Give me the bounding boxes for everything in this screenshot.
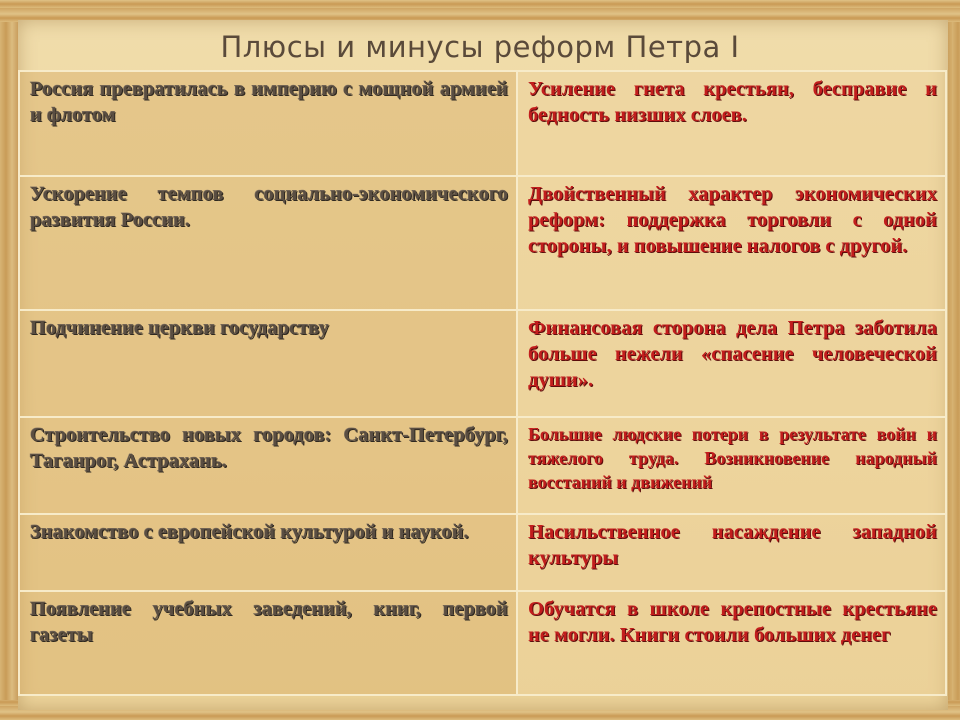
minus-cell: Насильственное насаждение западной культуры <box>517 514 946 591</box>
table-row <box>19 514 946 591</box>
frame-top-edge <box>0 0 960 22</box>
minus-cell: Двойственный характер экономических реформ: поддержка торговли с одной стороны, и повышение налогов с другой. <box>517 176 946 310</box>
minus-cell: Финансовая сторона дела Петра заботила больше нежели «спасение человеческой души». <box>517 310 946 417</box>
table-row <box>19 417 946 514</box>
table-row <box>19 176 946 310</box>
table-row <box>19 591 946 695</box>
table-row <box>19 310 946 417</box>
table-row <box>19 71 946 176</box>
plus-cell: Подчинение церкви государству <box>19 310 517 417</box>
minus-cell: Большие людские потери в результате войн и тяжелого труда. Возникновение народный восстаний и движений <box>517 417 946 514</box>
slide-title: Плюсы и минусы реформ Петра I <box>220 30 740 64</box>
plus-cell: Россия превратилась в империю с мощной армией и флотом <box>19 71 517 176</box>
pros-cons-table <box>18 70 947 696</box>
plus-cell: Знакомство с европейской культурой и наукой. <box>19 514 517 591</box>
plus-cell: Появление учебных заведений, книг, первой газеты <box>19 591 517 695</box>
plus-cell: Ускорение темпов социально-экономического развития России. <box>19 176 517 310</box>
minus-cell: Усиление гнета крестьян, бесправие и бедность низших слоев. <box>517 71 946 176</box>
plus-cell: Строительство новых городов: Санкт-Петербург, Таганрог, Астрахань. <box>19 417 517 514</box>
minus-cell: Обучатся в школе крепостные крестьяне не могли. Книги стоили больших денег <box>517 591 946 695</box>
